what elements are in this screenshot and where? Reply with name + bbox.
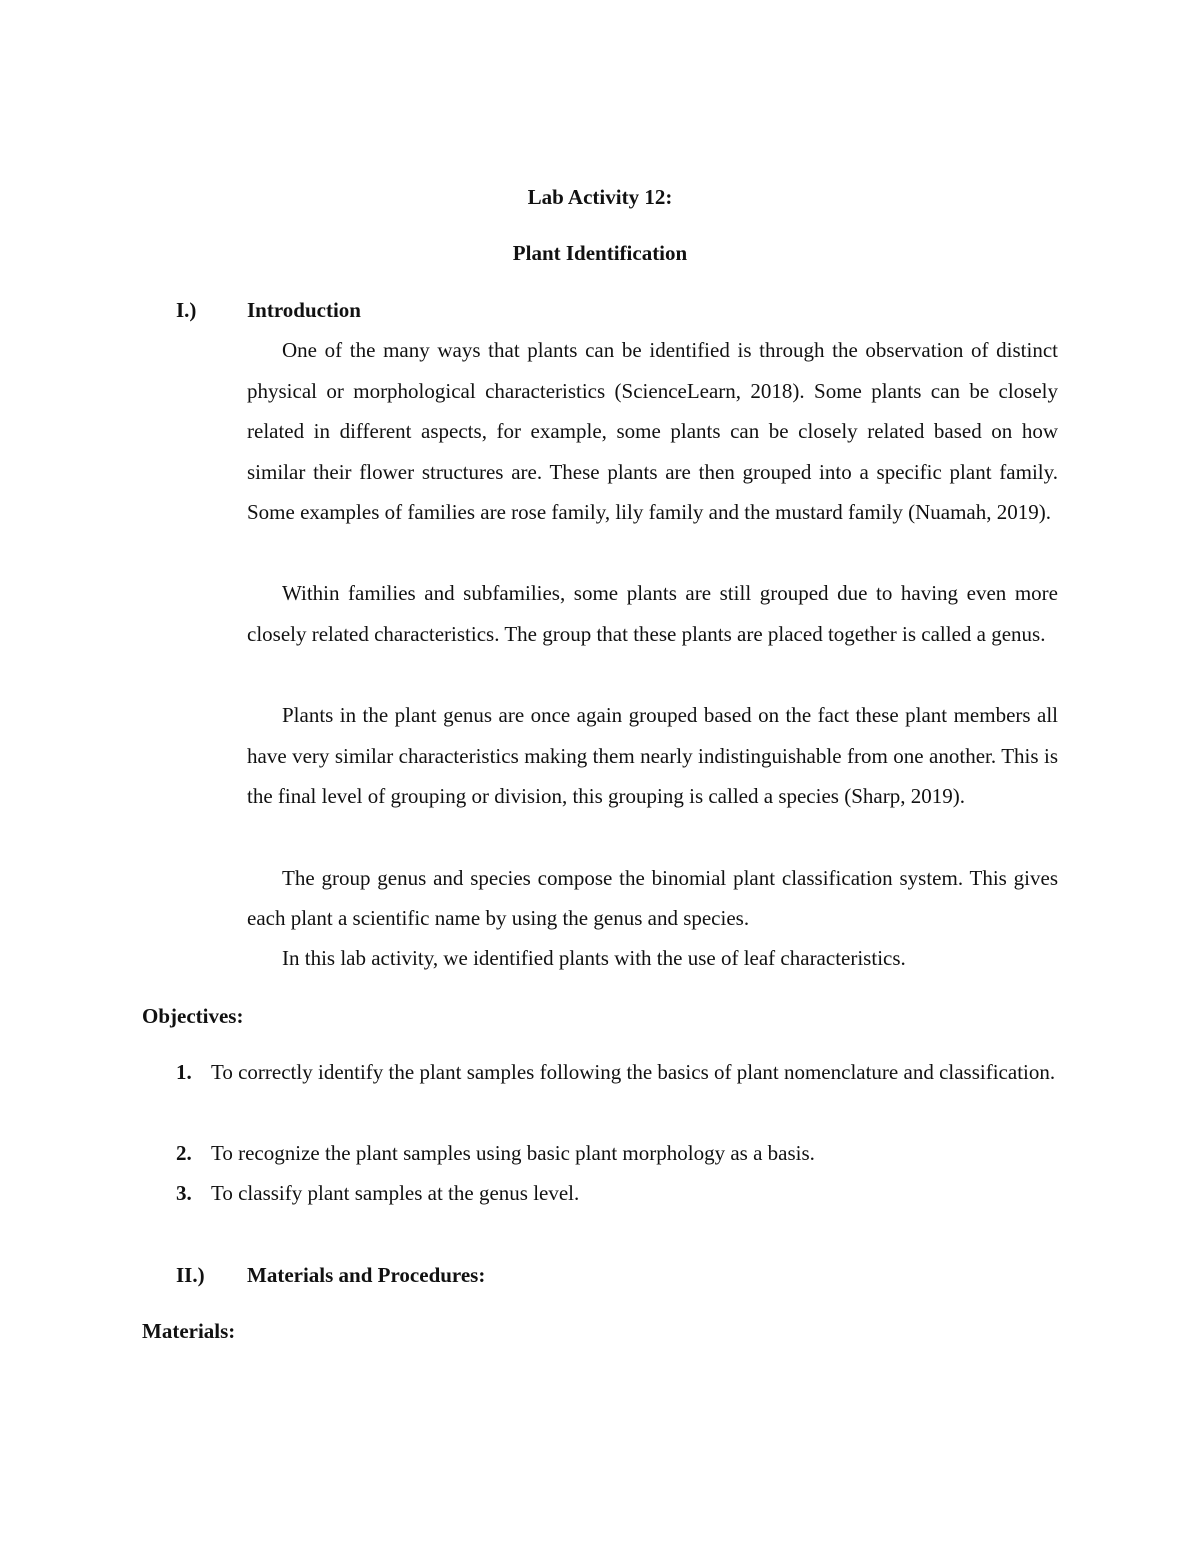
intro-paragraph-2: Within families and subfamilies, some plants are still grouped due to having even more closely related characteristics. The group that these plants are placed together is called a genus. <box>247 581 1058 646</box>
objective-number: 2. <box>176 1141 192 1165</box>
document-title: Lab Activity 12: <box>527 185 673 209</box>
objective-text: To classify plant samples at the genus level. <box>211 1181 580 1205</box>
objective-number: 3. <box>176 1181 192 1205</box>
intro-paragraph-1: One of the many ways that plants can be identified is through the observation of distinct physical or morphological characteristics (ScienceLearn, 2018). Some plants can be closely related in different aspects, for example, some plants can be closely related based on how similar their flower structures are. These plants are then grouped into a specific plant family. Some examples of families are rose family, lily family and the mustard family (Nuamah, 2019). <box>247 338 1058 525</box>
section-2-heading: Materials and Procedures: <box>247 1263 486 1287</box>
section-1-number: I.) <box>176 298 197 322</box>
objective-text: To recognize the plant samples using basic plant morphology as a basis. <box>211 1141 815 1165</box>
section-1-heading: Introduction <box>247 298 361 322</box>
section-2-number: II.) <box>176 1263 205 1287</box>
objective-number: 1. <box>176 1060 192 1084</box>
objective-text: To correctly identify the plant samples following the basics of plant nomenclature and classification. <box>211 1060 1056 1084</box>
objective-item-2 <box>176 1133 1058 1173</box>
materials-heading: Materials: <box>142 1319 236 1343</box>
intro-paragraph-3: Plants in the plant genus are once again grouped based on the fact these plant members all have very similar characteristics making them nearly indistinguishable from one another. This is the final level of grouping or division, this grouping is called a species (Sharp, 2019). <box>247 703 1058 809</box>
document-subtitle: Plant Identification <box>512 241 688 265</box>
objectives-heading: Objectives: <box>142 1004 244 1028</box>
objective-item-1 <box>176 1052 1058 1132</box>
intro-paragraph-4: The group genus and species compose the binomial plant classification system. This gives each plant a scientific name by using the genus and species. <box>247 866 1058 930</box>
intro-paragraph-5: In this lab activity, we identified plants with the use of leaf characteristics. <box>282 946 906 970</box>
objective-item-3 <box>176 1173 1058 1213</box>
